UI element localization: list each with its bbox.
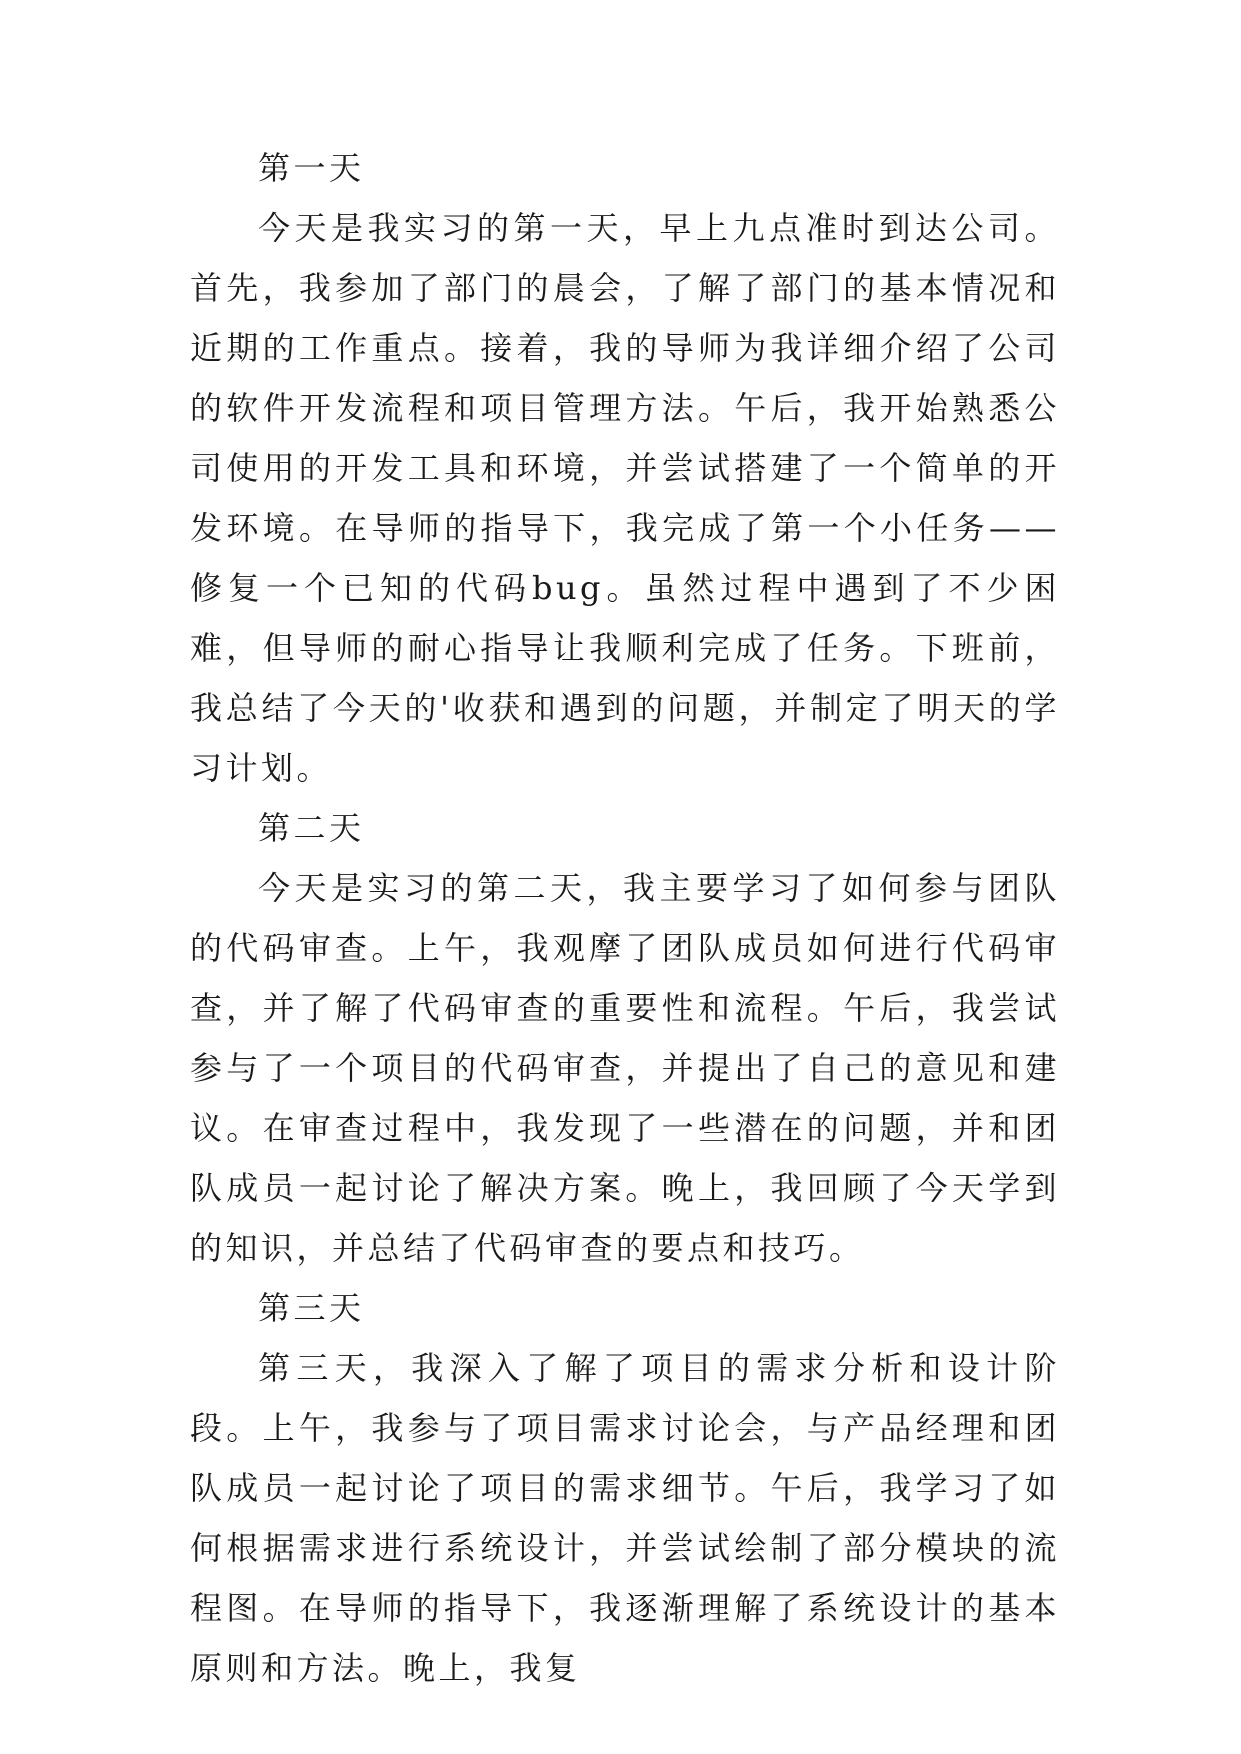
section-body-day-2: 今天是实习的第二天，我主要学习了如何参与团队的代码审查。上午，我观摩了团队成员如何进行代码审查，并了解了代码审查的重要性和流程。午后，我尝试参与了一个项目的代码审查，并提出了自己的意见和建议。在审查过程中，我发现了一些潜在的问题，并和团队成员一起讨论了解决方案。晚上，我回顾了今天学到的知识，并总结了代码审查的要点和技巧。 <box>190 869 1060 1267</box>
document-page <box>190 138 1060 1698</box>
section-heading-day-1: 第一天 <box>258 149 365 187</box>
section-body-day-3: 第三天，我深入了解了项目的需求分析和设计阶段。上午，我参与了项目需求讨论会，与产品经理和团队成员一起讨论了项目的需求细节。午后，我学习了如何根据需求进行系统设计，并尝试绘制了部分模块的流程图。在导师的指导下，我逐渐理解了系统设计的基本原则和方法。晚上，我复 <box>190 1349 1060 1687</box>
section-body-day-1: 今天是我实习的第一天，早上九点准时到达公司。首先，我参加了部门的晨会，了解了部门的基本情况和近期的工作重点。接着，我的导师为我详细介绍了公司的软件开发流程和项目管理方法。午后，我开始熟悉公司使用的开发工具和环境，并尝试搭建了一个简单的开发环境。在导师的指导下，我完成了第一个小任务——修复一个已知的代码bug。虽然过程中遇到了不少困难，但导师的耐心指导让我顺利完成了任务。下班前，我总结了今天的'收获和遇到的问题，并制定了明天的学习计划。 <box>190 209 1060 787</box>
section-heading-day-3: 第三天 <box>258 1289 365 1327</box>
section-heading-day-2: 第二天 <box>258 809 365 847</box>
